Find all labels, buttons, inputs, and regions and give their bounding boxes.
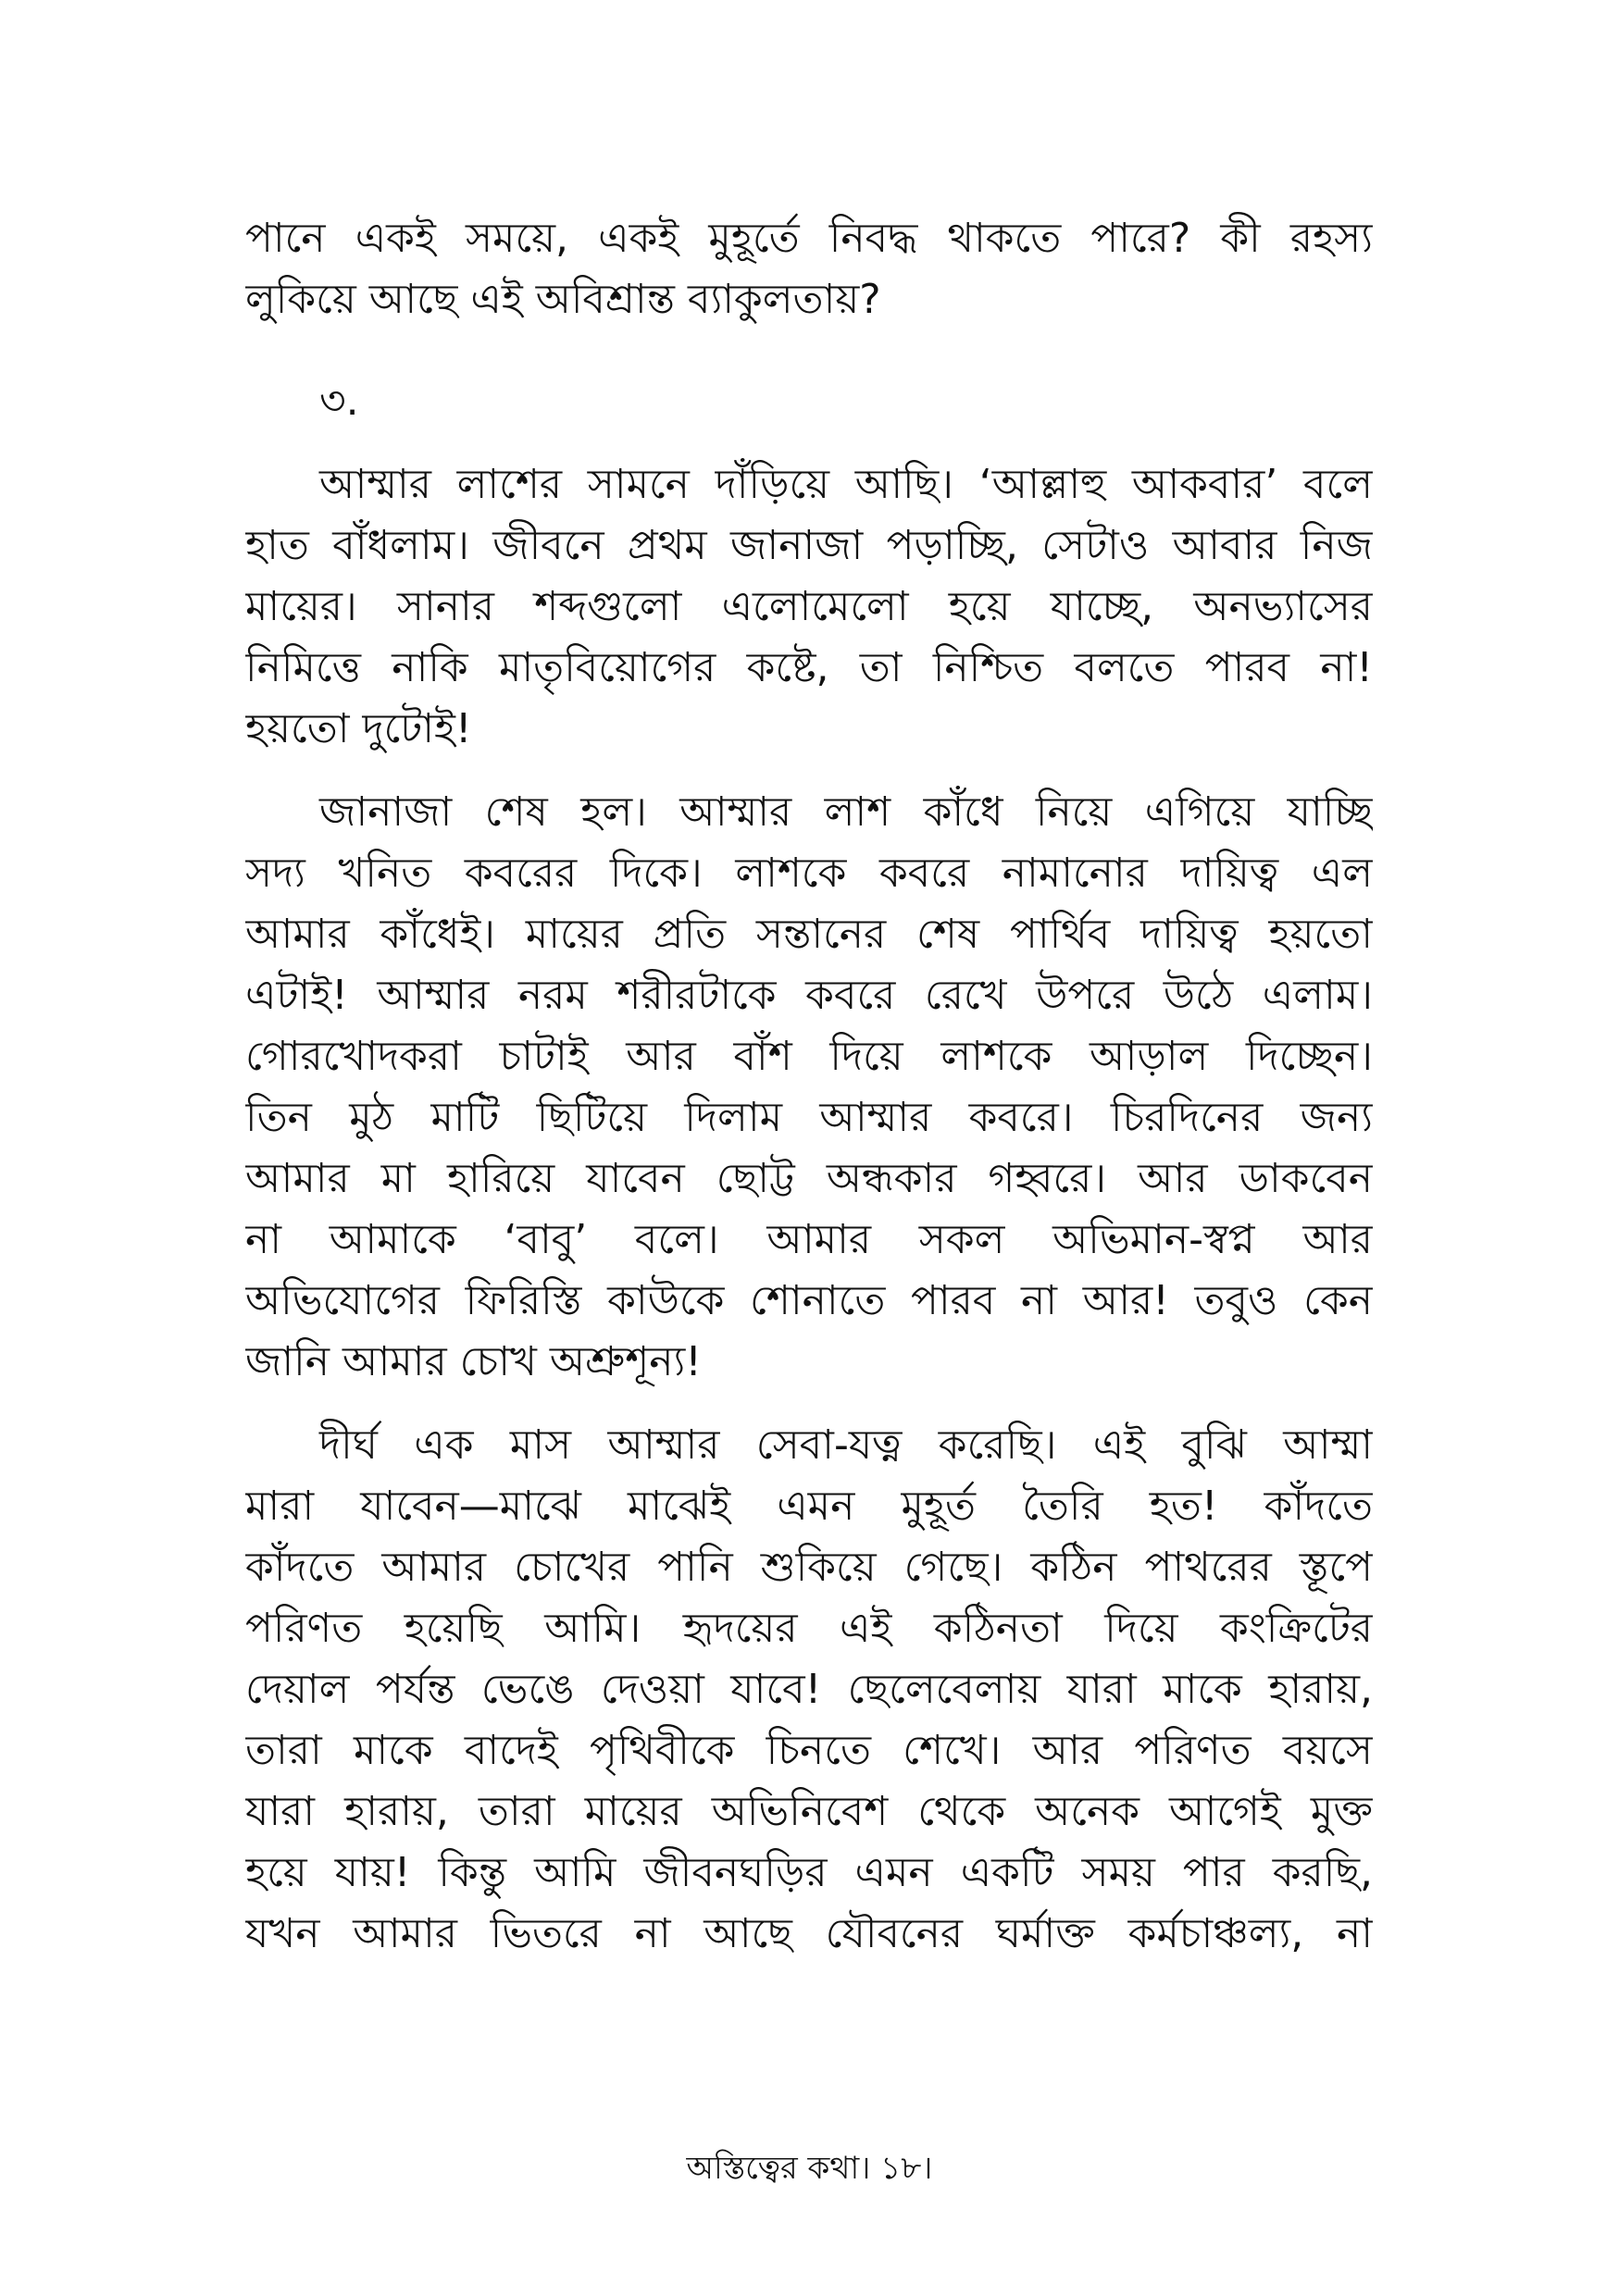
text-line: জানি আমার চোখ অশ্রুশূন্য! [245,1338,702,1385]
text-line: এটাই! আম্মার নরম শরীরটাকে কবরে রেখে উপরে উঠে এলাম। [245,972,1373,1019]
page-footer: অস্তিত্বের কথা। ১৮। [686,2150,933,2187]
text-line: হাত বাঁধলাম। জীবনে প্রথম জানাজা পড়াচ্ছি, সেটাও আবার নিজ [245,522,1373,569]
text-line: পরিণত হয়েছি আমি। হৃদয়ের এই কঠিনতা দিয়ে কংক্রিটের [245,1605,1373,1652]
section-number: ৩. [319,378,359,425]
paragraph-1 [245,454,1373,760]
text-line: সদ্য খনিত কবরের দিকে। লাশকে কবরে নামানোর দায়িত্ব এল [245,850,1373,897]
text-line: মারা যাবেন—মাঝে মাঝেই এমন মুহূর্ত তৈরি হত! কাঁদতে [245,1483,1373,1530]
text-line: না আমাকে ‘বাবু’ বলে। আমার সকল অভিমান-স্বপ্ন আর [245,1216,1373,1263]
text-line: গোরখোদকরা চাটাই আর বাঁশ দিয়ে লাশকে আড়াল দিচ্ছেন। [245,1033,1373,1080]
text-line: হয়তো দুটোই! [245,705,472,752]
text-line: আমার মা হারিয়ে যাবেন ছোট্ট অন্ধকার গহ্বরে। আর ডাকবেন [245,1155,1373,1202]
text-line: মায়ের। সানার শব্দগুলো এলোমেলো হয়ে যাচ্ছে, অনভ্যাসের [245,583,1373,630]
page-body [245,208,1373,1965]
text-line: তিন মুঠ মাটি ছিটিয়ে দিলাম আম্মার কবরে। চিরদিনের জন্য [245,1094,1373,1141]
text-line: তারা মাকে বাদেই পৃথিবীকে চিনতে শেখে। আর পরিণত বয়সে [245,1727,1373,1774]
paragraph-2 [245,782,1373,1393]
text-line: পানে একই সময়ে, একই মুহূর্তে নিবদ্ধ থাকতে পারে? কী রহস্য [245,215,1373,262]
text-line: নিমিত্তে নাকি মাতৃবিয়োগের কষ্টে, তা নিশ্চিত বলতে পারব না! [245,644,1373,691]
text-line: অভিযোগের ফিরিস্তি কাউকে শোনাতে পারব না আর! তবুও কেন [245,1277,1373,1324]
text-line: যারা হারায়, তারা মায়ের অভিনিবেশ থেকে অনেক আগেই মুক্ত [245,1788,1373,1835]
text-line: জানাজা শেষ হল। আম্মার লাশ কাঁধে নিয়ে এগিয়ে যাচ্ছি [319,788,1373,836]
text-line: আমার কাঁধেই। মায়ের প্রতি সন্তানের শেষ পার্থিব দায়িত্ব হয়তো [245,911,1373,958]
paragraph-3 [245,1415,1373,1965]
text-line: যখন আমার ভিতরে না আছে যৌবনের ঘর্মাক্ত কর্মচাঞ্চল্য, না [245,1910,1373,1957]
text-line: হয়ে যায়! কিন্তু আমি জীবনঘড়ির এমন একটি সময় পার করছি, [245,1849,1373,1896]
text-line: দীর্ঘ এক মাস আম্মার সেবা-যত্ন করেছি। এই বুঝি আম্মা [319,1421,1373,1469]
text-line: কাঁদতে আমার চোখের পানি শুকিয়ে গেছে। কঠিন পাথরের স্তূপে [245,1544,1373,1591]
text-line: আম্মার লাশের সামনে দাঁড়িয়ে আছি। ‘আল্লাহু আকবার’ বলে [319,461,1373,508]
opening-paragraph [245,208,1373,330]
text-line: লুকিয়ে আছে এই অবিশ্রান্ত ব্যাকুলতায়? [245,276,881,323]
text-line: দেয়াল পর্যন্ত ভেঙে দেওয়া যাবে! ছেলেবেলায় যারা মাকে হারায়, [245,1666,1373,1713]
